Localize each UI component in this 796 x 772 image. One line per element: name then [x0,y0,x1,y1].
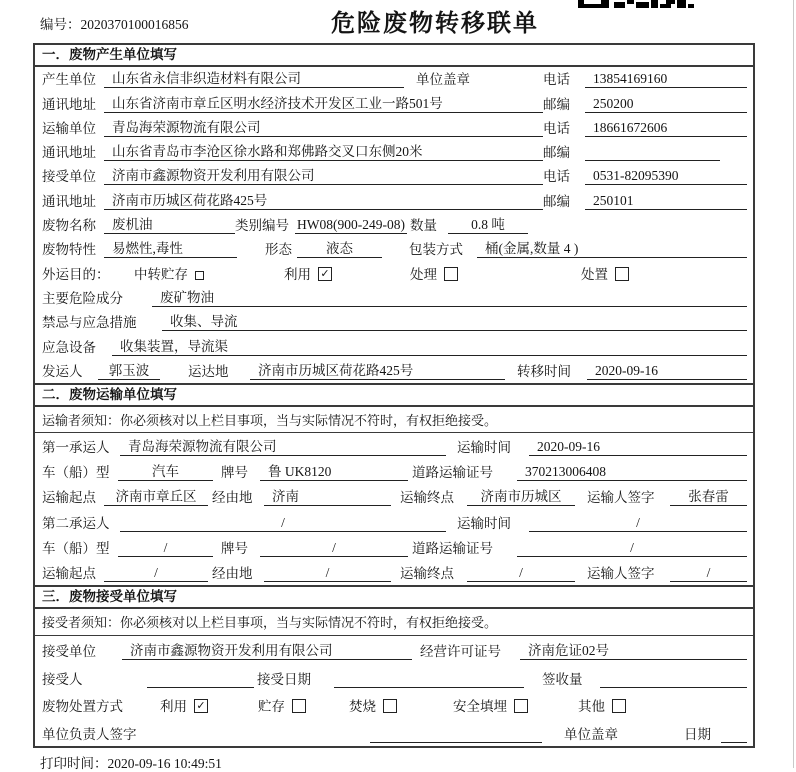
field-label: 运输起点 [42,490,96,506]
field-value-blank [147,670,254,688]
field-value: 13854169160 [585,70,747,88]
form-row [35,560,753,585]
section-3 [35,585,753,746]
field-label: 包装方式 [409,242,463,258]
checkbox-unchecked [292,699,306,713]
field-label: 转移时间 [517,363,571,379]
field-label: 道路运输证号 [412,464,493,480]
field-value: 山东省济南市章丘区明水经济技术开发区工业一路501号 [104,95,543,113]
field-value: 370213006408 [517,463,747,481]
form-row [35,663,753,691]
checkbox-checked: ✓ [318,267,332,281]
field-value: / [118,539,213,557]
checkbox-unchecked [514,699,528,713]
field-value: 250200 [585,95,747,113]
checkbox-field [578,698,626,715]
field-label: 邮编 [543,145,570,161]
checkbox-checked: ✓ [194,699,208,713]
field-label: 接受单位 [42,644,96,660]
checkbox-unchecked [615,267,629,281]
field-label: 运输人签字 [587,490,655,506]
field-label: 废物名称 [42,218,96,234]
field-label: 签收量 [542,671,583,687]
section-title: 一．废物产生单位填写 [35,45,753,67]
field-label: 第二承运人 [42,515,110,531]
field-label: 运输时间 [457,439,511,455]
field-value: 鲁 UK8120 [260,463,408,481]
field-value: 收集、导流 [162,313,747,331]
field-label: 牌号 [221,540,248,556]
field-value: 张春雷 [670,488,747,506]
form-row [35,261,753,285]
field-value: 0531-82095390 [585,167,747,185]
checkbox-field [258,698,306,715]
form-title: 危险废物转移联单 [331,10,539,37]
checkbox-label: 处理 [410,266,437,282]
form-row [35,484,753,509]
form-row [35,459,753,484]
checkbox-field [160,698,208,715]
field-label: 产生单位 [42,72,96,88]
print-time-label: 打印时间： [40,756,108,771]
field-label: 电话 [543,72,570,88]
field-label: 通讯地址 [42,145,96,161]
field-label: 外运目的： [42,266,110,282]
form-row [35,359,753,383]
field-value: 18661672606 [585,119,747,137]
field-value: / [264,564,391,582]
field-value-blank [721,725,747,743]
field-value: / [467,564,575,582]
field-value-blank [334,670,524,688]
serial-value: 2020370100016856 [80,17,189,32]
field-value: 250101 [585,192,747,210]
field-label: 应急设备 [42,339,96,355]
field-label: 运输起点 [42,566,96,582]
field-label: 接受日期 [257,671,311,687]
transfer-form [33,43,755,748]
field-value: 济南危证02号 [520,642,747,660]
field-label: 运输单位 [42,120,96,136]
field-label: 运达地 [188,363,229,379]
field-value: HW08(900-249-08) [295,216,407,234]
field-label: 通讯地址 [42,193,96,209]
section-title: 二．废物运输单位填写 [35,383,753,407]
field-label: 运输终点 [400,566,454,582]
print-time [40,752,222,772]
checkbox-field [453,698,528,715]
form-row [35,237,753,261]
field-value: / [104,564,208,582]
field-label: 接受人 [42,671,83,687]
section-title: 三．废物接受单位填写 [35,585,753,609]
serial-label: 编号： [40,17,81,32]
field-value: 青岛海荣源物流有限公司 [104,119,543,137]
form-row [35,91,753,115]
field-label: 第一承运人 [42,439,110,455]
form-row [35,535,753,560]
form-row [35,286,753,310]
form-row [35,140,753,164]
field-value: / [670,564,747,582]
form-row [35,509,753,534]
field-label: 电话 [543,169,570,185]
field-value: 液态 [297,240,382,258]
checkbox-label: 利用 [284,266,311,282]
field-value: / [120,514,446,532]
form-row [35,718,753,746]
checkbox-field [581,266,629,283]
checkbox-label: 利用 [160,699,187,715]
field-label: 单位负责人签字 [42,726,137,742]
field-value: 济南 [264,488,391,506]
field-value: 桶(金属,数量 4 ) [477,240,747,258]
field-label: 日期 [684,726,711,742]
field-label: 运输时间 [457,515,511,531]
field-value: 济南市鑫源物资开发利用有限公司 [104,167,543,185]
field-label: 形态 [265,242,292,258]
field-label: 道路运输证号 [412,540,493,556]
field-label: 邮编 [543,193,570,209]
field-label: 禁忌与应急措施 [42,315,137,331]
form-row [35,334,753,358]
field-value: 济南市历城区荷花路425号 [250,362,505,380]
checkbox-label: 处置 [581,266,608,282]
field-value-blank [370,725,542,743]
field-label: 运输人签字 [587,566,655,582]
print-time-value: 2020-09-16 10:49:51 [107,756,222,771]
checkbox-field [134,266,204,283]
field-value: 汽车 [118,463,213,481]
form-row [35,310,753,334]
checkbox-unchecked [612,699,626,713]
field-label: 经由地 [212,566,253,582]
form-row [35,636,753,664]
field-value: 收集装置，导流渠 [112,338,747,356]
field-value: 济南市历城区荷花路425号 [104,192,543,210]
checkbox-unchecked [444,267,458,281]
field-value: 郭玉波 [98,362,160,380]
field-value: 0.8 吨 [448,216,528,234]
field-label: 单位盖章 [416,72,470,88]
checkbox-field [349,698,397,715]
field-value: / [517,539,747,557]
field-label: 类别编号 [235,218,289,234]
field-label: 单位盖章 [564,726,618,742]
field-label: 车（船）型 [42,464,110,480]
field-value: 2020-09-16 [587,362,747,380]
field-value: / [260,539,408,557]
section-1 [35,45,753,383]
checkbox-label: 中转贮存 [134,266,188,282]
form-row [35,691,753,719]
field-label: 废物特性 [42,242,96,258]
field-value: 山东省青岛市李沧区徐水路和郑佛路交叉口东侧20米 [104,143,543,161]
checkbox-field [284,266,332,283]
field-value-blank [585,143,720,161]
checkbox-label: 其他 [578,699,605,715]
checkbox-label: 安全填埋 [453,699,507,715]
checkbox-label: 焚烧 [349,699,376,715]
field-label: 发运人 [42,363,83,379]
field-label: 经由地 [212,490,253,506]
qr-code-fragment [578,0,694,8]
section-2 [35,383,753,585]
form-row [35,213,753,237]
checkbox-unchecked [383,699,397,713]
field-value: 废矿物油 [152,289,747,307]
field-label: 经营许可证号 [420,644,501,660]
form-row [35,67,753,91]
field-value: 易燃性,毒性 [104,240,237,258]
field-label: 车（船）型 [42,540,110,556]
field-label: 运输终点 [400,490,454,506]
field-value: 山东省永信非织造材料有限公司 [104,70,404,88]
field-value: 废机油 [104,216,235,234]
form-row [35,433,753,458]
field-value: 济南市鑫源物资开发利用有限公司 [122,642,412,660]
page-edge-line [793,0,794,768]
field-label: 数量 [410,218,437,234]
field-value: 济南市历城区 [467,488,575,506]
field-value: 济南市章丘区 [104,488,208,506]
field-value: 2020-09-16 [529,438,747,456]
notice-text: 接受者须知：你必须核对以上栏目事项，当与实际情况不符时，有权拒绝接受。 [35,609,753,636]
field-label: 主要危险成分 [42,290,123,306]
checkbox-label: 贮存 [258,699,285,715]
field-label: 电话 [543,120,570,136]
field-label: 通讯地址 [42,96,96,112]
field-label: 接受单位 [42,169,96,185]
field-value: / [529,514,747,532]
form-row [35,164,753,188]
field-label: 废物处置方式 [42,699,123,715]
field-label: 牌号 [221,464,248,480]
form-row [35,116,753,140]
notice-text: 运输者须知：你必须核对以上栏目事项，当与实际情况不符时，有权拒绝接受。 [35,407,753,434]
field-label: 邮编 [543,96,570,112]
field-value-blank [600,670,747,688]
checkbox-unchecked [195,271,204,280]
form-row [35,188,753,212]
field-value: 青岛海荣源物流有限公司 [120,438,446,456]
checkbox-field [410,266,458,283]
